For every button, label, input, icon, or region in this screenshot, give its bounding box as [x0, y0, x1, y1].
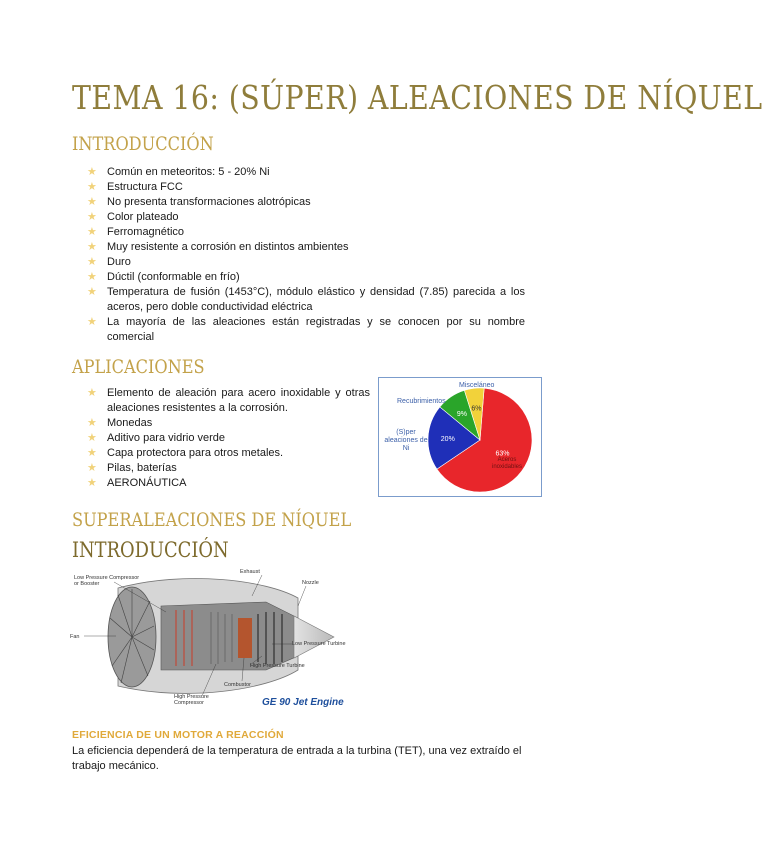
list-item: ★ AERONÁUTICA — [87, 477, 187, 489]
list-item: ★ Duro — [87, 256, 131, 268]
star-bullet-icon: ★ — [87, 196, 97, 208]
star-bullet-icon: ★ — [87, 271, 97, 283]
star-bullet-icon: ★ — [87, 387, 97, 399]
list-item: ★ Temperatura de fusión (1453°C), módulo elástico y densidad (7.85) parecida a los aceros, pero doble conductividad eléctrica — [87, 286, 525, 313]
pie-label-aceros: Aceros inoxidables — [491, 457, 523, 470]
nickel-uses-pie-chart — [378, 377, 542, 497]
engine-label-fan: Fan — [70, 634, 80, 640]
pie-value-label-1: 20% — [440, 435, 455, 443]
star-bullet-icon: ★ — [87, 447, 97, 459]
section-heading-superaleaciones: SUPERALEACIONES DE NÍQUEL — [72, 509, 352, 531]
star-bullet-icon: ★ — [87, 462, 97, 474]
list-item: ★ Elemento de aleación para acero inoxidable y otras aleaciones resistentes a la corrosión. — [87, 387, 370, 414]
page-title: TEMA 16: (SÚPER) ALEACIONES DE NÍQUEL — [72, 78, 763, 117]
list-item: ★ No presenta transformaciones alotrópicas — [87, 196, 311, 208]
list-item: ★ Monedas — [87, 417, 153, 429]
pie-label-misc: Misceláneo — [459, 382, 495, 389]
efficiency-paragraph: La eficiencia dependerá de la temperatura de entrada a la turbina (TET), una vez extraído el trabajo mecánico. — [72, 745, 522, 772]
engine-label-hpc: High Pressure Compressor — [174, 694, 209, 706]
list-item: ★ Color plateado — [87, 211, 179, 223]
list-item: ★ Muy resistente a corrosión en distintos ambientes — [87, 241, 349, 253]
section-heading-introduccion: INTRODUCCIÓN — [72, 133, 214, 155]
star-bullet-icon: ★ — [87, 432, 97, 444]
ge90-engine-diagram — [66, 566, 346, 712]
list-item: ★ Capa protectora para otros metales. — [87, 447, 284, 459]
star-bullet-icon: ★ — [87, 316, 97, 328]
engine-label-hpt: High Pressure Turbine — [250, 663, 305, 669]
pie-value-label-0: 63% — [495, 450, 510, 458]
engine-label-exhaust: Exhaust — [240, 569, 260, 575]
engine-label-lpc: Low Pressure Compressor or Booster — [74, 575, 140, 587]
intro-list — [87, 165, 525, 345]
pie-value-label-2: 9% — [456, 410, 468, 418]
pie-label-recubrimientos: Recubrimientos — [397, 398, 446, 405]
star-bullet-icon: ★ — [87, 241, 97, 253]
star-bullet-icon: ★ — [87, 417, 97, 429]
star-bullet-icon: ★ — [87, 477, 97, 489]
applications-list — [87, 386, 370, 491]
engine-label-combustor: Combustor — [224, 682, 251, 688]
pie-value-label-3: 6% — [471, 405, 482, 413]
list-item: ★ Dúctil (conformable en frío) — [87, 271, 240, 283]
list-item: ★ Aditivo para vidrio verde — [87, 432, 226, 444]
list-item: ★ La mayoría de las aleaciones están registradas y se conocen por su nombre comercial — [87, 316, 525, 343]
list-item: ★ Estructura FCC — [87, 181, 183, 193]
engine-label-lpt: Low Pressure Turbine — [292, 641, 346, 647]
pie-label-superaleaciones: (S)per aleaciones de Ni — [384, 429, 428, 452]
engine-caption: GE 90 Jet Engine — [262, 697, 344, 708]
list-item: ★ Común en meteoritos: 5 - 20% Ni — [87, 166, 270, 178]
star-bullet-icon: ★ — [87, 211, 97, 223]
section-heading-introduccion-2: INTRODUCCIÓN — [72, 538, 229, 562]
star-bullet-icon: ★ — [87, 256, 97, 268]
star-bullet-icon: ★ — [87, 181, 97, 193]
efficiency-heading: EFICIENCIA DE UN MOTOR A REACCIÓN — [72, 729, 284, 741]
list-item: ★ Ferromagnético — [87, 226, 185, 238]
star-bullet-icon: ★ — [87, 226, 97, 238]
list-item: ★ Pilas, baterías — [87, 462, 177, 474]
star-bullet-icon: ★ — [87, 286, 97, 298]
engine-label-nozzle: Nozzle — [302, 580, 319, 586]
engine-illustration — [66, 566, 341, 712]
section-heading-aplicaciones: APLICACIONES — [72, 356, 205, 378]
star-bullet-icon: ★ — [87, 166, 97, 178]
